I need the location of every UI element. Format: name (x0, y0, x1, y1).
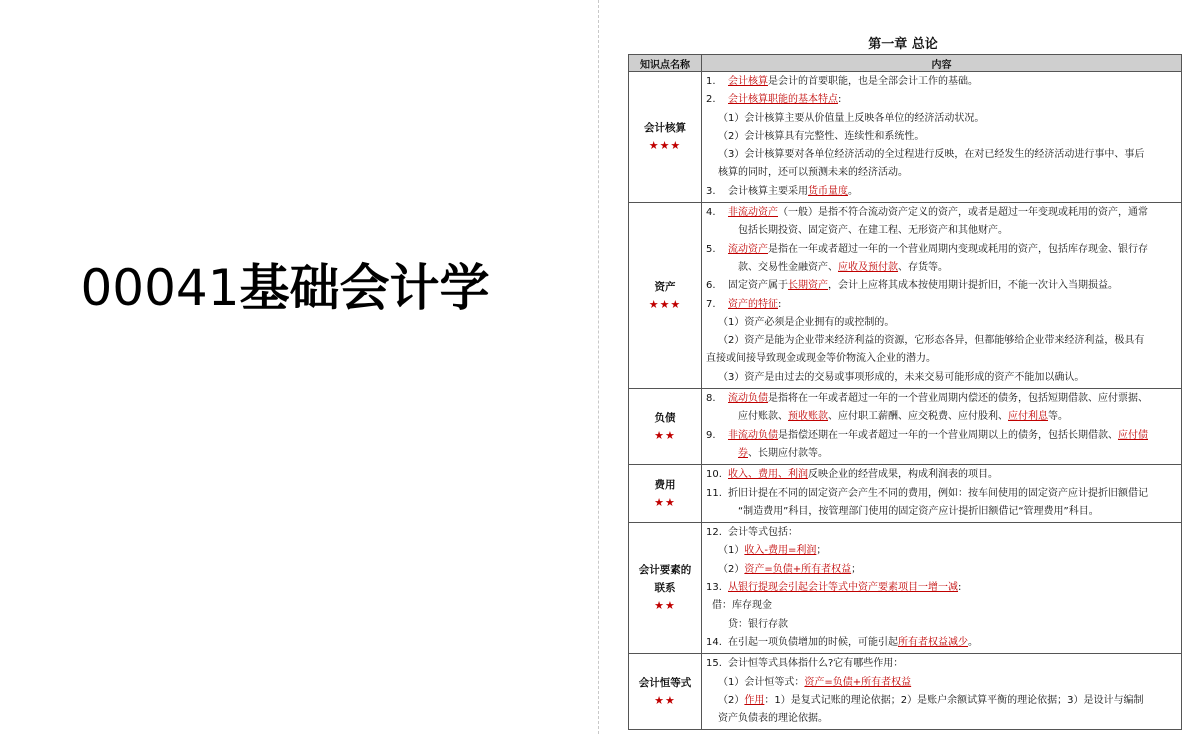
item-number: 5. (706, 243, 716, 255)
key-term: 流动资产 (728, 243, 768, 255)
key-term: 非流动资产 (728, 207, 778, 219)
text-run: 是指偿还期在一年或者超过一年的一个营业周期以上的债务，包括长期借款、 (778, 429, 1118, 441)
key-term: 长期资产 (788, 280, 828, 292)
content-line (706, 332, 1179, 350)
content-line (706, 146, 1179, 164)
key-term: 会计核算 (728, 76, 768, 87)
content-line (706, 110, 1179, 128)
item-number: 7. (706, 298, 716, 310)
text-run: 包括长期投资、固定资产、在建工程、无形资产和其他财产。 (738, 225, 1008, 237)
importance-stars: ★★★ (648, 297, 682, 311)
key-term: 应付债 (1118, 429, 1148, 441)
item-number: 14. (706, 636, 722, 648)
content-cell (702, 654, 1182, 730)
content-cell (702, 465, 1182, 523)
text-run: （2） (718, 694, 745, 706)
topic-cell (629, 654, 702, 730)
text-run: 应付账款、 (738, 411, 788, 423)
item-number: 8. (706, 393, 716, 405)
content-line (706, 427, 1179, 445)
text-run: 反映企业的经营成果，构成利润表的项目。 (808, 469, 998, 481)
text-run: （3）资产是由过去的交易或事项形成的，未来交易可能形成的资产不能加以确认。 (718, 371, 1085, 383)
text-run: 、长期应付款等。 (748, 447, 828, 459)
topic-cell (629, 72, 702, 203)
content-line (706, 674, 1179, 692)
item-number: 13. (706, 582, 722, 594)
text-run: （1） (718, 545, 745, 557)
content-line (706, 73, 1179, 91)
text-run: 等。 (1048, 411, 1068, 423)
content-line (706, 128, 1179, 146)
key-term: 从银行提现会引起会计等式中资产要素项目一增一减 (728, 582, 958, 594)
text-run: 借：库存现金 (712, 600, 772, 612)
chapter-title: 第一章 总论 (868, 37, 938, 52)
topic-name: 负债 (654, 411, 676, 424)
text-run: 款、交易性金融资产、 (738, 261, 838, 273)
content-line (706, 91, 1179, 109)
content-line (706, 579, 1179, 597)
text-run: “制造费用”科目，按管理部门使用的固定资产应计提折旧额借记“管理费用”科目。 (738, 505, 1099, 517)
left-page (0, 0, 598, 734)
importance-stars: ★★ (654, 599, 676, 613)
content-line (706, 204, 1179, 222)
content-line (706, 542, 1179, 560)
page-divider (598, 0, 599, 734)
text-run: ，会计上应将其成本按使用期计提折旧，不能一次计入当期损益。 (828, 280, 1118, 292)
key-term: 收入、费用、利润 (728, 469, 808, 481)
text-run: 贷：银行存款 (728, 618, 788, 630)
table-row (629, 389, 1182, 465)
course-code: 00041 (80, 259, 240, 317)
right-page (628, 36, 1182, 730)
importance-stars: ★★ (654, 495, 676, 509)
content-line (706, 183, 1179, 201)
importance-stars: ★★★ (648, 139, 682, 153)
content-cell (702, 389, 1182, 465)
content-cell (702, 523, 1182, 654)
item-number: 10. (706, 469, 722, 481)
text-run: 会计核算主要采用 (728, 185, 808, 197)
content-line (706, 710, 1179, 728)
key-term: 作用 (744, 694, 765, 706)
text-run: : (838, 94, 842, 106)
text-run: 固定资产属于 (728, 280, 788, 292)
table-body (629, 72, 1182, 730)
importance-stars: ★★ (654, 693, 676, 707)
topic-name: 资产 (654, 280, 676, 293)
text-run: : (958, 582, 962, 594)
text-run: : (778, 298, 782, 310)
content-line (706, 314, 1179, 332)
topic-cell (629, 203, 702, 389)
item-number: 12. (706, 527, 722, 539)
course-name: 基础会计学 (239, 259, 490, 317)
content-line (706, 408, 1179, 426)
content-line (706, 350, 1179, 368)
key-term: 应收及预付款 (838, 261, 898, 273)
item-number: 15. (706, 658, 722, 670)
content-line (706, 634, 1179, 652)
header-topic: 知识点名称 (629, 55, 702, 72)
key-term: 流动负债 (728, 393, 768, 405)
header-content: 内容 (702, 55, 1182, 72)
table-row (629, 465, 1182, 523)
key-term: 所有者权益减少 (898, 636, 968, 648)
topic-name: 会计核算 (644, 122, 686, 135)
item-number: 11. (706, 487, 722, 499)
key-term: 资产的特征 (728, 298, 778, 310)
text-run: （2）资产是能为企业带来经济利益的资源，它形态各异，但都能够给企业带来经济利益，极具有 (718, 335, 1145, 347)
topic-name: 费用 (654, 478, 676, 491)
topic-name: 会计恒等式 (638, 676, 692, 689)
content-line (706, 222, 1179, 240)
content-line (706, 692, 1179, 710)
text-run: （2）会计核算具有完整性、连续性和系统性。 (718, 130, 925, 142)
text-run: 直接或间接导致现金或现金等价物流入企业的潜力。 (706, 353, 936, 365)
key-term: 预收账款 (788, 411, 828, 423)
table-row (629, 72, 1182, 203)
content-line (706, 616, 1179, 634)
text-run: （2） (718, 563, 745, 575)
key-term: 资产=负债+所有者权益 (744, 563, 852, 575)
content-line (706, 524, 1179, 542)
topic-cell (629, 389, 702, 465)
text-run: 资产负债表的理论依据。 (718, 713, 828, 725)
content-line (706, 241, 1179, 259)
topic-cell (629, 523, 702, 654)
content-line (706, 597, 1179, 615)
text-run: 是指将在一年或者超过一年的一个营业周期内偿还的债务，包括短期借款、应付票据、 (768, 393, 1148, 405)
text-run: ； (816, 545, 827, 557)
content-line (706, 485, 1179, 503)
text-run: 会计恒等式具体指什么?它有哪些作用： (728, 658, 904, 670)
key-term: 券 (738, 447, 748, 459)
key-term: 应付利息 (1008, 411, 1048, 423)
text-run: （1）资产必须是企业拥有的或控制的。 (718, 316, 895, 328)
content-line (706, 445, 1179, 463)
content-line (706, 655, 1179, 673)
item-number: 6. (706, 280, 716, 292)
knowledge-table (628, 54, 1182, 730)
content-line (706, 503, 1179, 521)
text-run: （1）会计核算主要从价值量上反映各单位的经济活动状况。 (718, 112, 985, 124)
text-run: 、存货等。 (898, 261, 948, 273)
content-cell (702, 203, 1182, 389)
item-number: 2. (706, 94, 716, 106)
item-number: 9. (706, 429, 716, 441)
content-line (706, 277, 1179, 295)
importance-stars: ★★ (654, 428, 676, 442)
item-number: 3. (706, 185, 716, 197)
topic-name: 会计要素的 联系 (638, 564, 692, 595)
content-line (706, 390, 1179, 408)
key-term: 非流动负债 (728, 429, 778, 441)
text-run: 折旧计提在不同的固定资产会产生不同的费用，例如：按车间使用的固定资产应计提折旧额借记 (728, 487, 1148, 499)
text-run: 会计等式包括： (728, 527, 798, 539)
text-run: （一般）是指不符合流动资产定义的资产，或者是超过一年变现或耗用的资产，通常 (778, 207, 1148, 219)
text-run: 在引起一项负债增加的时候，可能引起 (728, 636, 898, 648)
text-run: 。 (968, 636, 978, 648)
item-number: 4. (706, 207, 716, 219)
table-row (629, 523, 1182, 654)
text-run: 是指在一年或者超过一年的一个营业周期内变现或耗用的资产，包括库存现金、银行存 (768, 243, 1148, 255)
key-term: 会计核算职能的基本特点 (728, 94, 838, 106)
text-run: 核算的同时，还可以预测未来的经济活动。 (718, 167, 908, 179)
content-line (706, 164, 1179, 182)
table-row (629, 203, 1182, 389)
text-run: ：1）是复式记账的理论依据；2）是账户余额试算平衡的理论依据；3）是设计与编制 (764, 694, 1144, 706)
item-number: 1. (706, 76, 716, 87)
content-line (706, 561, 1179, 579)
topic-cell (629, 465, 702, 523)
content-cell (702, 72, 1182, 203)
text-run: 是会计的首要职能，也是全部会计工作的基础。 (768, 76, 978, 87)
key-term: 资产=负债+所有者权益 (804, 676, 912, 688)
text-run: （3）会计核算要对各单位经济活动的全过程进行反映，在对已经发生的经济活动进行事中、事后 (718, 149, 1145, 161)
text-run: ； (851, 563, 862, 575)
text-run: 、应付职工薪酬、应交税费、应付股利、 (828, 411, 1008, 423)
key-term: 收入-费用=利润 (744, 545, 817, 557)
content-line (706, 466, 1179, 484)
table-header-row (629, 55, 1182, 72)
table-row (629, 654, 1182, 730)
content-line (706, 369, 1179, 387)
cover-title (0, 248, 570, 320)
key-term: 货币量度 (808, 185, 848, 197)
text-run: 。 (848, 185, 858, 197)
content-line (706, 296, 1179, 314)
content-line (706, 259, 1179, 277)
text-run: （1）会计恒等式： (718, 676, 805, 688)
